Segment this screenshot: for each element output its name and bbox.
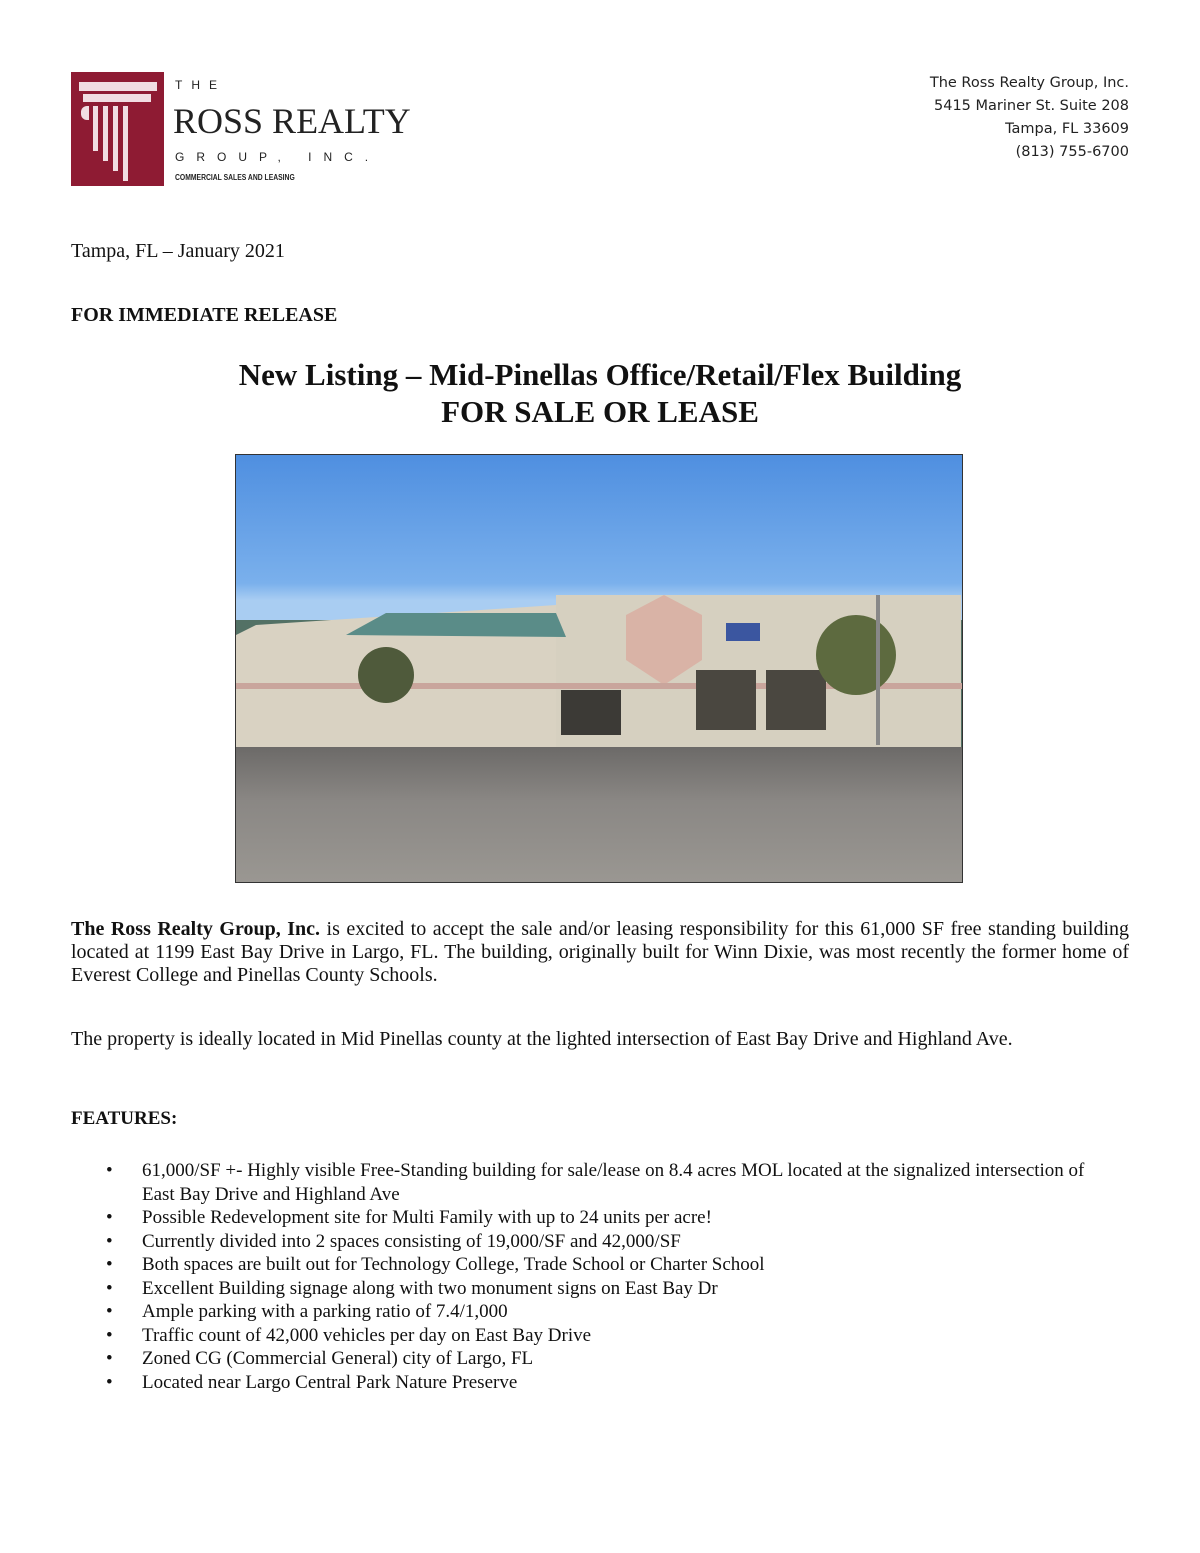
list-item bbox=[106, 1300, 1106, 1324]
bullet-icon: • bbox=[106, 1160, 113, 1181]
list-item bbox=[106, 1277, 1106, 1301]
bullet-icon: • bbox=[106, 1207, 113, 1228]
feature-text: Excellent Building signage along with two monument signs on East Bay Dr bbox=[142, 1277, 718, 1299]
address-line: Tampa, FL 33609 bbox=[1005, 121, 1129, 137]
company-logo bbox=[71, 72, 411, 188]
column-emblem-icon bbox=[71, 72, 164, 186]
bullet-icon: • bbox=[106, 1324, 113, 1346]
feature-text: Located near Largo Central Park Nature Preserve bbox=[142, 1371, 518, 1393]
feature-text: Zoned CG (Commercial General) city of Largo, FL bbox=[142, 1348, 534, 1369]
list-item bbox=[106, 1371, 1106, 1395]
feature-text: Both spaces are built out for Technology College, Trade School or Charter School bbox=[142, 1254, 765, 1275]
title-line: New Listing – Mid-Pinellas Office/Retail/Flex Building bbox=[238, 357, 962, 392]
address-line: (813) 755-6700 bbox=[1015, 144, 1129, 160]
bullet-icon: • bbox=[106, 1371, 113, 1393]
address-line: 5415 Mariner St. Suite 208 bbox=[934, 98, 1129, 114]
bullet-icon: • bbox=[106, 1230, 113, 1252]
dateline: Tampa, FL – January 2021 bbox=[71, 240, 285, 262]
location-paragraph: The property is ideally located in Mid Pinellas county at the lighted intersection of East Bay Drive and Highland Ave. bbox=[71, 1028, 1013, 1050]
parking-lot bbox=[236, 747, 962, 882]
list-item bbox=[106, 1253, 1106, 1277]
release-label: FOR IMMEDIATE RELEASE bbox=[71, 304, 338, 326]
address-line: The Ross Realty Group, Inc. bbox=[929, 75, 1129, 91]
bullet-icon: • bbox=[106, 1301, 113, 1322]
bullet-icon: • bbox=[106, 1254, 113, 1275]
title-line: FOR SALE OR LEASE bbox=[441, 394, 759, 429]
logo-name: ROSS REALTY bbox=[173, 101, 411, 141]
feature-text: Possible Redevelopment site for Multi Family with up to 24 units per acre! bbox=[142, 1207, 712, 1228]
features-list bbox=[106, 1159, 1106, 1394]
list-item bbox=[106, 1230, 1106, 1254]
feature-text: Traffic count of 42,000 vehicles per day on East Bay Drive bbox=[142, 1324, 592, 1346]
page-title bbox=[0, 356, 1200, 430]
list-item bbox=[106, 1324, 1106, 1348]
logo-tagline: COMMERCIAL SALES AND LEASING bbox=[175, 173, 295, 182]
logo-group: GROUP, INC. bbox=[175, 150, 381, 164]
property-photo bbox=[235, 454, 963, 883]
bullet-icon: • bbox=[106, 1277, 113, 1299]
features-heading: FEATURES: bbox=[71, 1108, 178, 1129]
company-name: The Ross Realty Group, Inc. bbox=[71, 918, 321, 940]
intro-paragraph bbox=[71, 918, 1129, 987]
list-item bbox=[106, 1347, 1106, 1371]
list-item bbox=[106, 1206, 1106, 1230]
logo-the: THE bbox=[175, 78, 226, 92]
feature-text: Ample parking with a parking ratio of 7.4/1,000 bbox=[142, 1301, 508, 1322]
building-illustration bbox=[236, 595, 962, 750]
bullet-icon: • bbox=[106, 1348, 113, 1369]
list-item bbox=[106, 1159, 1106, 1206]
company-address bbox=[930, 72, 1129, 164]
intro-text: is excited to accept the sale and/or leasing responsibility for this 61,000 SF free standing building located at 1199 East Bay Drive in Largo, FL. The building, originally built for Winn Dixie, was most recently the former home of Everest College and Pinellas County Schools. bbox=[71, 918, 1129, 986]
feature-text: 61,000/SF +- Highly visible Free-Standing building for sale/lease on 8.4 acres MOL located at the signalized intersection of East Bay Drive and Highland Ave bbox=[142, 1160, 1085, 1205]
feature-text: Currently divided into 2 spaces consisting of 19,000/SF and 42,000/SF bbox=[142, 1230, 681, 1252]
